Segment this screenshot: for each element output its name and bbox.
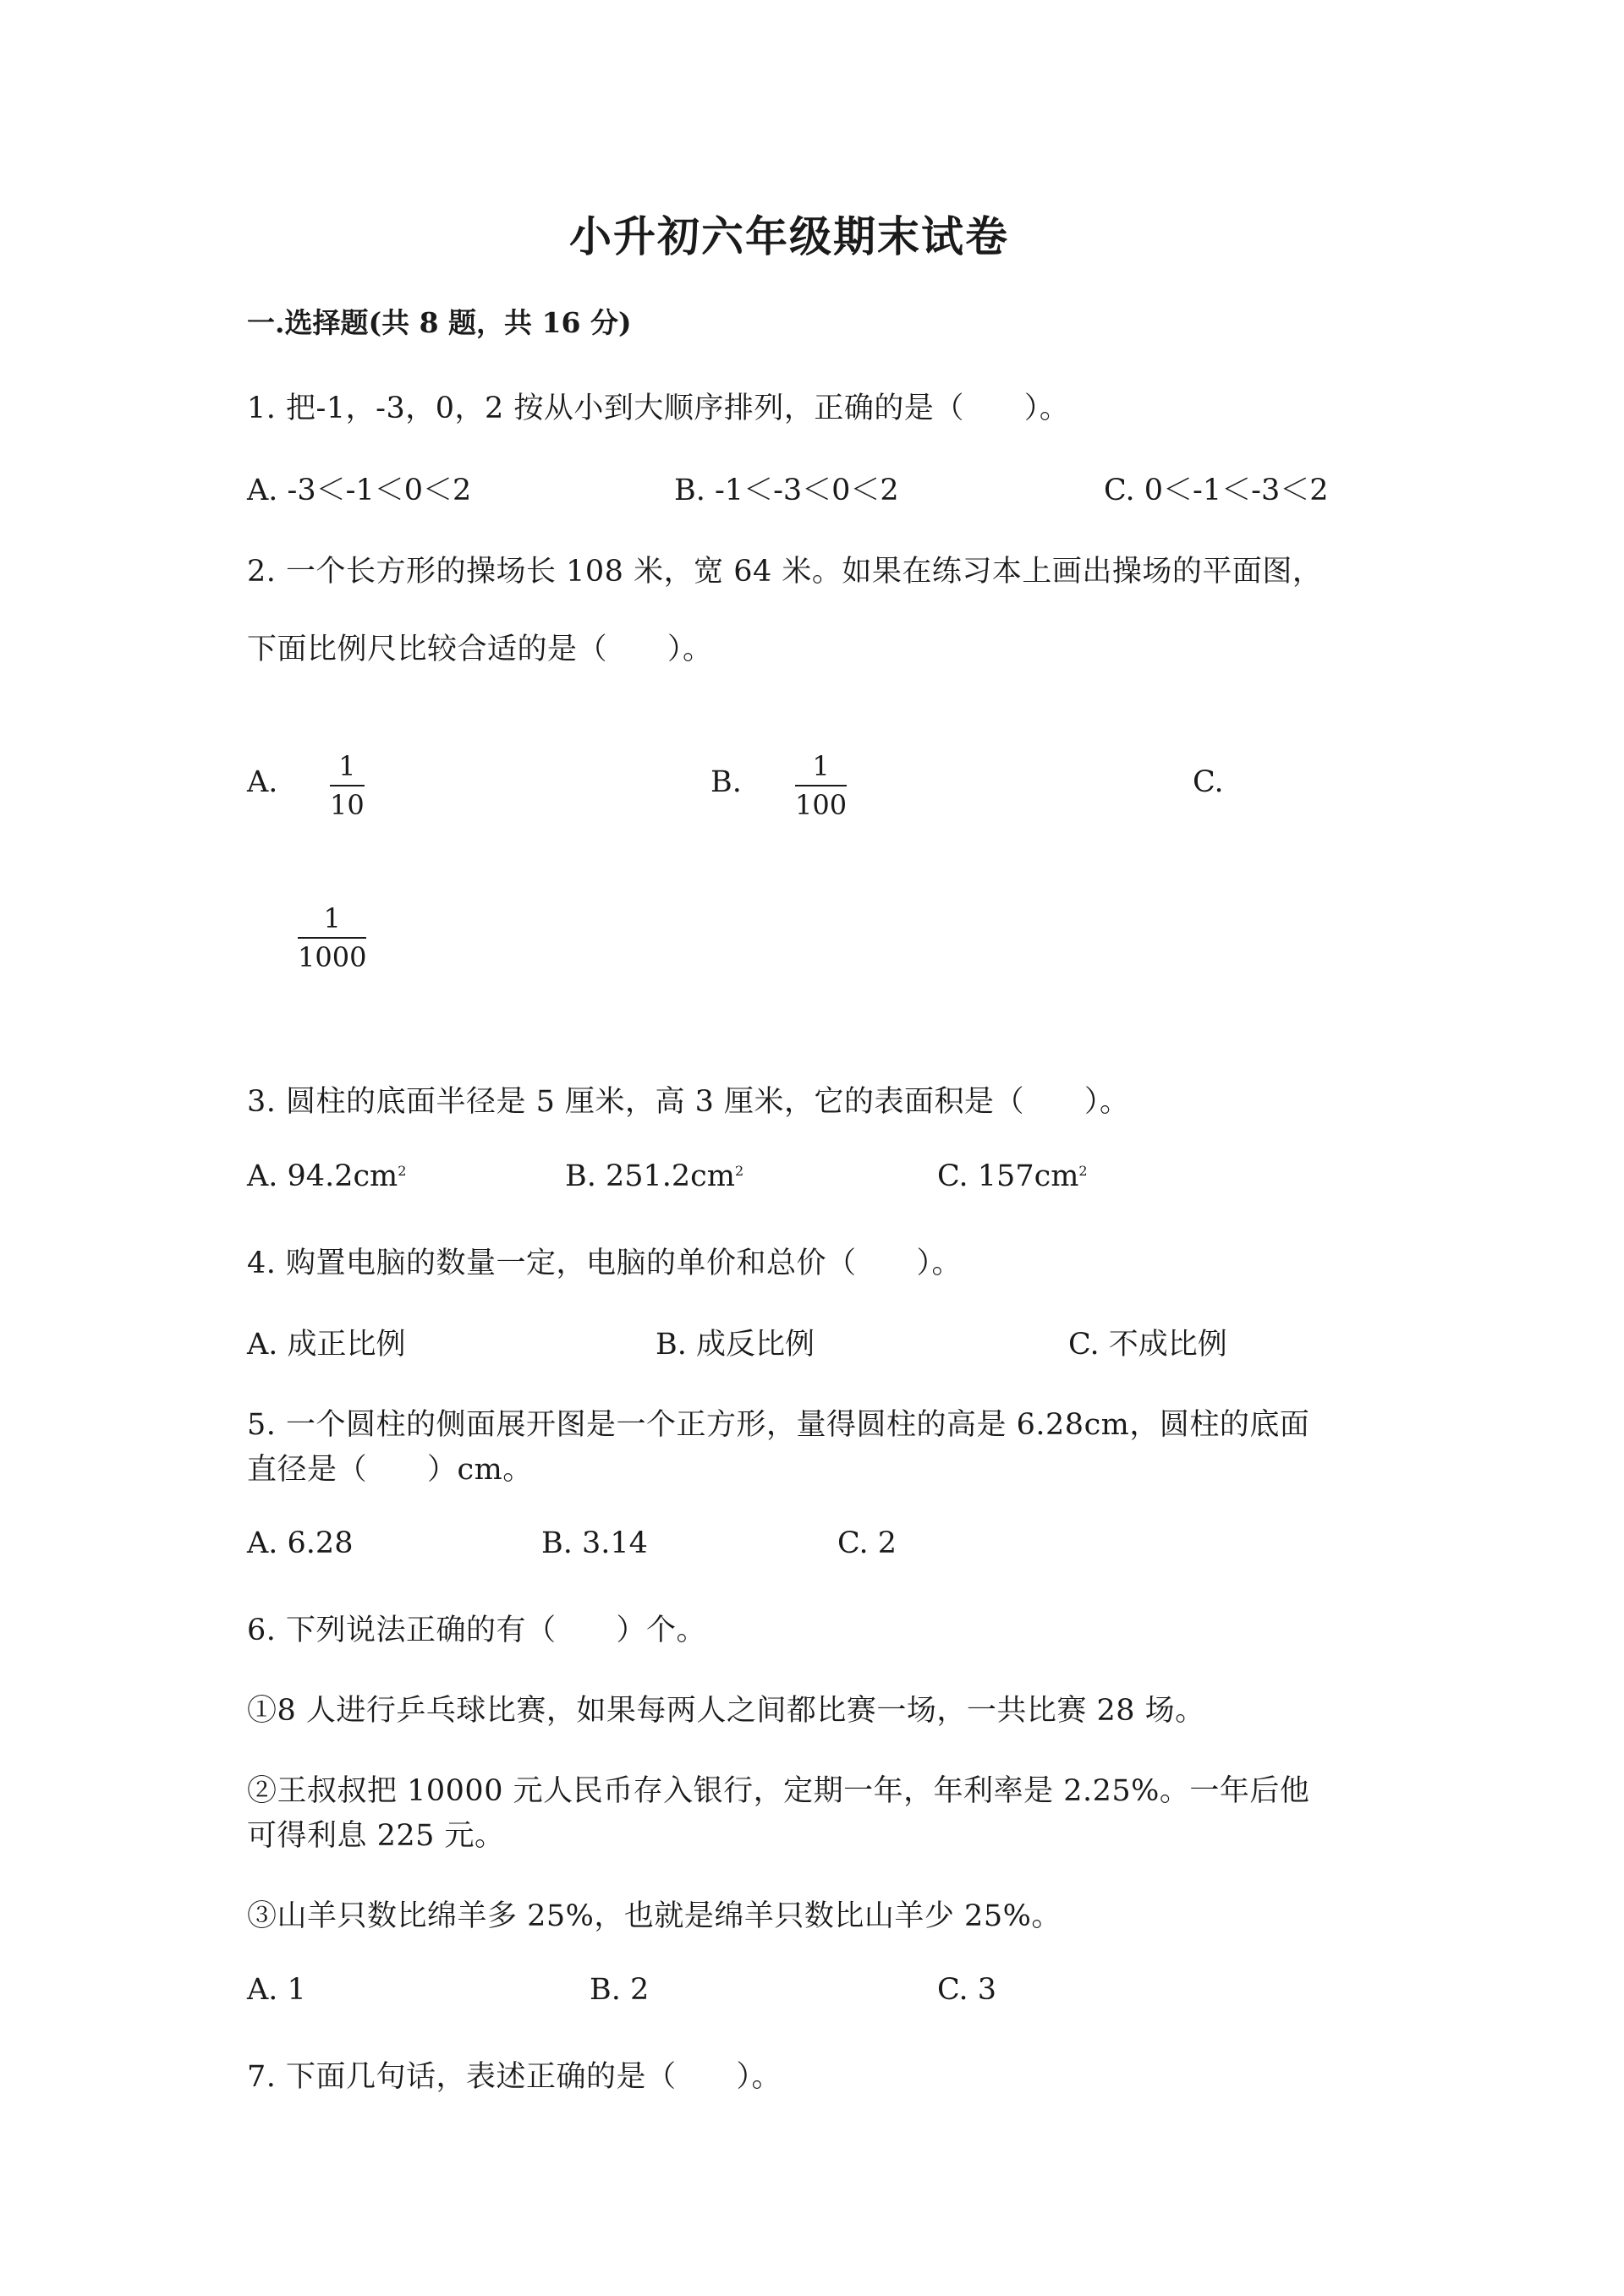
q2-option-a-label: A. [247,765,278,799]
q2-option-c-label: C. [1193,765,1224,799]
q2-option-c-fraction [298,902,367,973]
unit-superscript: 2 [398,1163,407,1179]
q6-statement-3: ③山羊只数比绵羊多 25%，也就是绵羊只数比山羊少 25%。 [247,1899,1062,1933]
q4-option-a: A. 成正比例 [247,1328,406,1362]
question-5-line-1: 5. 一个圆柱的侧面展开图是一个正方形，量得圆柱的高是 6.28cm，圆柱的底面 [247,1408,1310,1442]
q6-option-a: A. 1 [247,1973,306,2007]
fraction-numerator: 1 [812,750,830,782]
unit-superscript: 2 [1078,1163,1088,1179]
question-4: 4. 购置电脑的数量一定，电脑的单价和总价（ ）。 [247,1247,963,1280]
fraction-numerator: 1 [323,902,341,934]
q1-option-a: A. -3＜-1＜0＜2 [247,474,472,507]
q2-option-a-fraction [330,750,365,821]
question-2-line-1: 2. 一个长方形的操场长 108 米，宽 64 米。如果在练习本上画出操场的平面图， [247,555,1323,589]
option-text: A. 94.2cm [247,1159,398,1193]
fraction-denominator: 1000 [298,941,367,973]
question-7: 7. 下面几句话，表述正确的是（ ）。 [247,2060,782,2094]
q6-statement-2-line-1: ②王叔叔把 10000 元人民币存入银行，定期一年，年利率是 2.25%。一年后他 [247,1774,1310,1808]
question-1: 1. 把-1，-3，0，2 按从小到大顺序排列，正确的是（ ）。 [247,392,1070,425]
q3-option-b [565,1159,743,1193]
q1-option-b: B. -1＜-3＜0＜2 [674,474,899,507]
q2-option-b-fraction [795,750,848,821]
q6-statement-2-line-2: 可得利息 225 元。 [247,1819,505,1853]
option-text: C. 157cm [937,1159,1079,1193]
q1-option-c: C. 0＜-1＜-3＜2 [1104,474,1329,507]
question-2-line-2: 下面比例尺比较合适的是（ ）。 [247,633,713,666]
q5-option-a: A. 6.28 [247,1526,354,1560]
q6-option-b: B. 2 [590,1973,650,2007]
q4-option-c: C. 不成比例 [1068,1328,1227,1362]
q4-option-b: B. 成反比例 [656,1328,815,1362]
section-heading: 一.选择题(共 8 题，共 16 分) [247,306,632,339]
question-5-line-2: 直径是（ ）cm。 [247,1453,533,1487]
q5-option-c: C. 2 [837,1526,897,1560]
unit-superscript: 2 [734,1163,744,1179]
fraction-numerator: 1 [338,750,356,782]
q2-option-b-label: B. [710,765,742,799]
option-text: B. 251.2cm [565,1159,735,1193]
fraction-denominator: 10 [330,789,365,821]
question-6: 6. 下列说法正确的有（ ）个。 [247,1614,707,1647]
q3-option-c [937,1159,1088,1193]
q5-option-b: B. 3.14 [541,1526,648,1560]
q6-option-c: C. 3 [937,1973,997,2007]
page-title: 小升初六年级期末试卷 [569,211,1009,261]
q3-option-a [247,1159,406,1193]
q6-statement-1: ①8 人进行乒乓球比赛，如果每两人之间都比赛一场，一共比赛 28 场。 [247,1694,1205,1728]
question-3: 3. 圆柱的底面半径是 5 厘米，高 3 厘米，它的表面积是（ ）。 [247,1085,1130,1119]
fraction-denominator: 100 [795,789,848,821]
